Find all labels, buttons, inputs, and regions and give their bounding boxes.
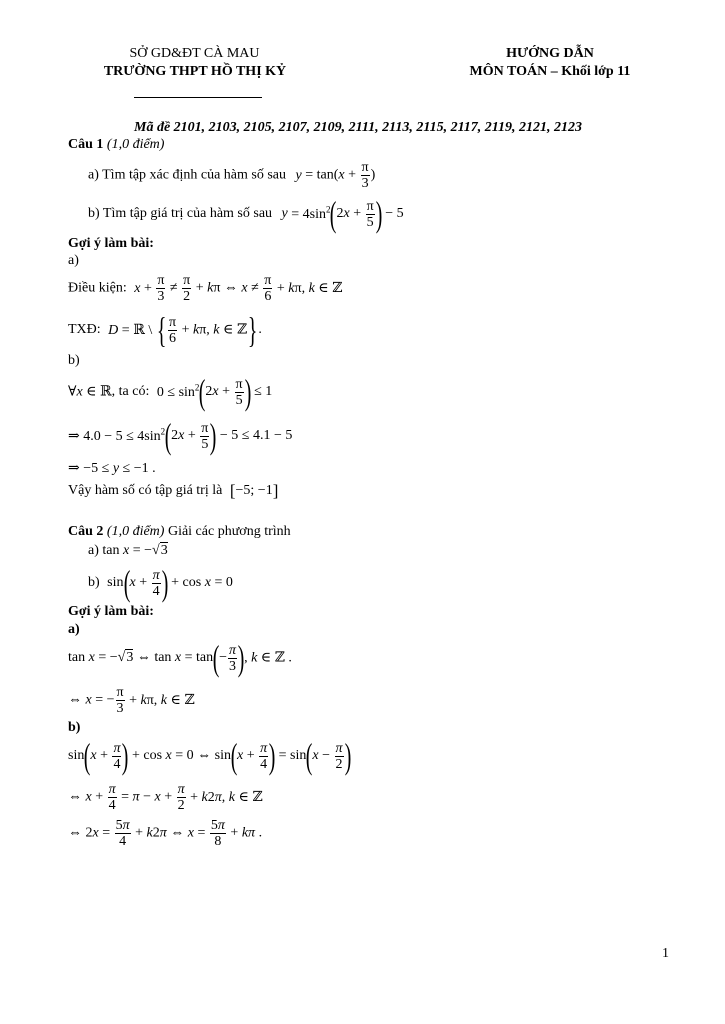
q2a-prompt: a) tan x = −√3 — [88, 543, 168, 558]
q1b-step1: ∀x ∈ ℝ, ta có: $0 \le \sin^2(2x$ + $\frac{\pi}{5}$ ) ≤ 1 — [68, 372, 273, 412]
question-1-title: Câu 1 (1,0 điểm) — [68, 137, 165, 152]
school-name: TRƯỜNG THPT HỒ THỊ KỶ — [103, 64, 287, 79]
q1b-step2: ⇒ $4.0 - 5 \le 4\sin^2(2x$ + $\frac{\pi}{5}$ ) − 5 ≤ 4.1 − 5 — [68, 416, 293, 456]
q1a-domain: TXĐ: D = ℝ \ { $\frac{\pi}{6}$ + kπ, k ∈ ℤ}. — [68, 310, 262, 350]
question-2-title: Câu 2 (1,0 điểm) Giải các phương trình — [68, 524, 291, 539]
q1-part-a-label: a) — [68, 253, 79, 268]
q1a-prompt: a) Tìm tập xác định của hàm số sau y = tan(x + $\frac{\pi}{3}$ ) — [88, 160, 376, 191]
q2b-step2: ⇔ x + $\frac{\pi}{4}$ = π − x + $\frac{\pi}{2}$ + k2π, k ∈ ℤ — [68, 782, 263, 813]
q1-hint-heading: Gợi ý làm bài: — [68, 236, 154, 251]
q1b-conclusion: Vậy hàm số có tập giá trị là [−5; −1] — [68, 481, 279, 500]
q2-hint-heading: Gợi ý làm bài: — [68, 604, 154, 619]
q2a-step2: ⇔ x = − $\frac{\pi}{3}$ + kπ, k ∈ ℤ — [68, 685, 195, 716]
q1a-condition: Điều kiện: x + $\frac{\pi}{3}$ ≠ $\frac{\pi}{2}$ + kπ ⇔ x ≠ $\frac{\pi}{6}$ + kπ, k ∈ ℤ — [68, 273, 343, 304]
q2b-step3: ⇔ 2x = $\frac{5\pi}{4}$ + k2π ⇔ x = $\frac{5\pi}{8}$ + kπ . — [68, 818, 263, 849]
subject-grade: MÔN TOÁN – Khối lớp 11 — [469, 64, 631, 79]
q2b-prompt: b) sin(x + $\frac{\pi}{4}$ ) + cos x = 0 — [88, 563, 233, 603]
q2-part-a-label: a) — [68, 622, 80, 637]
q1-part-b-label: b) — [68, 353, 80, 368]
q2b-step1: sin(x + $\frac{\pi}{4}$ ) + cos x = 0 ⇔ sin(x + $\frac{\pi}{4}$ ) = sin(x − $\frac{\pi}{2}$ ) — [68, 736, 351, 776]
q2a-step1: tan x = −√3 ⇔ tan x = tan(− $\frac{\pi}{3}$ ), k ∈ ℤ . — [68, 638, 292, 678]
q1b-prompt: b) Tìm tập giá trị của hàm số sau $y = 4\sin^2(2x$ + $\frac{\pi}{5}$ ) − 5 — [88, 194, 404, 234]
department-name: SỞ GD&ĐT CÀ MAU — [129, 46, 260, 61]
doc-type: HƯỚNG DẪN — [506, 46, 594, 61]
header-underline — [134, 97, 262, 98]
q1b-step3: ⇒ −5 ≤ y ≤ −1 . — [68, 461, 156, 476]
exam-codes: Mã đề 2101, 2103, 2105, 2107, 2109, 2111, 2113, 2115, 2117, 2119, 2121, 2123 — [134, 120, 583, 135]
page-number: 1 — [662, 946, 669, 961]
q2-part-b-label: b) — [68, 720, 81, 735]
